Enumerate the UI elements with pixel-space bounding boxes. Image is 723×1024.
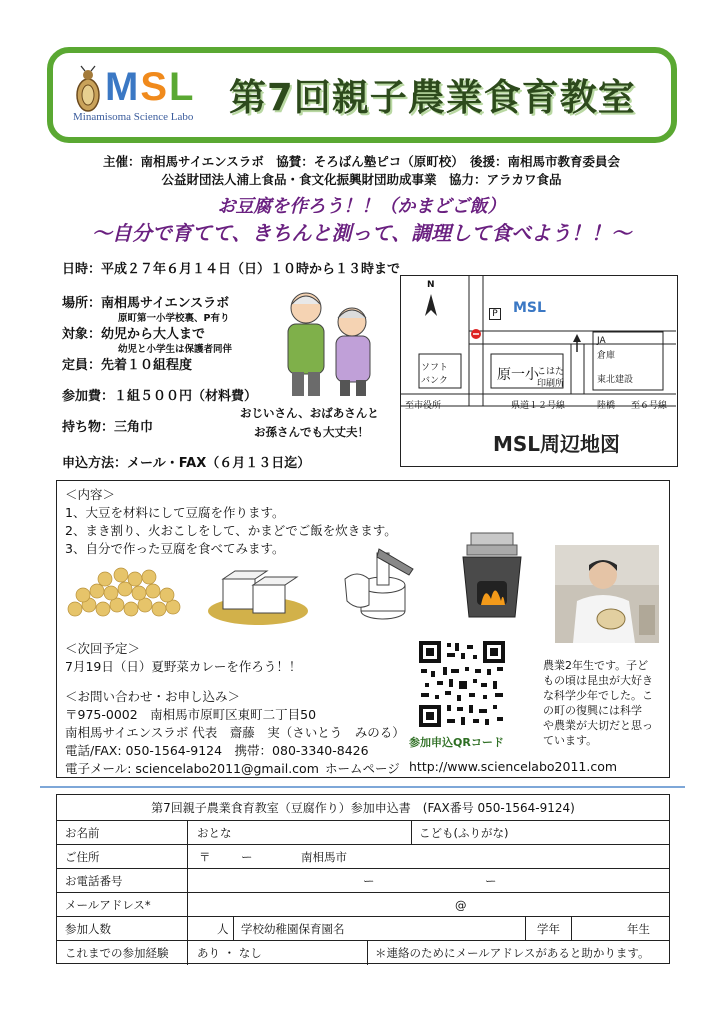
phone-dash-1[interactable]: ー — [363, 874, 375, 888]
logo-letter-m: M — [105, 65, 141, 109]
form-row-experience — [57, 941, 669, 965]
organizers-line-1: 主催：南相馬サイエンスラボ 協賛：そろばん塾ピコ（原町校） 後援：南相馬市教育委員会 — [102, 154, 620, 169]
contact-heading: ＜お問い合わせ・お申し込み＞ — [65, 689, 241, 704]
section-divider — [40, 786, 685, 788]
grandparents-illustration — [268, 286, 388, 398]
form-row-address — [57, 845, 669, 869]
application-form — [56, 794, 670, 964]
area-map — [400, 275, 678, 467]
kamado-stove-illustration — [455, 529, 529, 629]
form-row-phone — [57, 869, 669, 893]
address-label: ご住所 — [65, 850, 100, 864]
event-fee: 参加費：１組５００円（材料費） — [62, 389, 258, 404]
organizers-line-2: 公益財団法人浦上食品・食文化振興財団助成事業 協力：アラカワ食品 — [161, 172, 562, 187]
subtitle-line-2: 〜自分で育てて、きちんと測って、調理して食べよう！！〜 — [91, 221, 632, 245]
event-target-note: 幼児と小学生は保護者同伴 — [118, 344, 233, 355]
map-tohoku: 東北建設 — [597, 375, 634, 385]
event-datetime: 日時：平成２７年６月１４日（日）１０時から１３時まで — [62, 262, 401, 277]
profile-line-3: な科学少年でした。こ — [543, 689, 653, 702]
form-title: 第7回親子農業食育教室（豆腐作り）参加申込書 (FAX番号 050-1564-9124) — [57, 795, 669, 821]
child-label[interactable]: こども(ふりがな) — [419, 826, 509, 840]
person-unit[interactable]: 人 — [217, 922, 229, 936]
event-capacity: 定員：先着１０組程度 — [62, 358, 193, 373]
form-row-name — [57, 821, 669, 845]
map-school: 原一小 — [497, 367, 539, 383]
experience-options[interactable]: あり ・ なし — [197, 946, 262, 960]
subtitle-line-1: お豆腐を作ろう！！（かまどご飯） — [217, 196, 506, 217]
logo-letter-l: L — [169, 65, 196, 109]
snail-logo-icon — [71, 65, 105, 117]
next-event-heading: ＜次回予定＞ — [65, 641, 141, 656]
map-route12: 県道１２号線 — [511, 401, 566, 411]
school-label[interactable]: 学校幼稚園保育園名 — [241, 922, 345, 936]
email-note: ＊連絡のためにメールアドレスがあると助かります。 — [375, 946, 650, 960]
event-belongings: 持ち物：三角巾 — [62, 420, 154, 435]
map-kohata-2: 印刷所 — [537, 379, 565, 389]
map-kohata-1: こはた — [537, 367, 565, 377]
contact-email[interactable]: 電子メール: sciencelabo2011@gmail.com — [65, 761, 319, 776]
profile-line-5: や農業が大切だと思っ — [543, 719, 653, 732]
qr-caption: 参加申込QRコード — [409, 736, 504, 749]
content-section — [56, 480, 670, 778]
map-parking: P — [489, 308, 501, 320]
event-place-note: 原町第一小学校裏、P有り — [118, 313, 230, 324]
profile-line-6: ています。 — [543, 734, 598, 747]
map-ja-1: JA — [597, 336, 606, 346]
map-ja-2: 倉庫 — [597, 351, 616, 361]
grandparents-note-2: お孫さんでも大丈夫！ — [254, 425, 369, 439]
event-title: 第7回親子農業食育教室 — [229, 76, 636, 119]
grandparents-note-1: おじいさん、おばあさんと — [240, 406, 379, 420]
postal-dash: ー — [241, 850, 253, 864]
logo-text — [105, 65, 195, 109]
map-title: MSL周辺地図 — [493, 432, 621, 456]
email-at-mark[interactable]: @ — [455, 898, 467, 912]
header-banner — [47, 47, 677, 143]
map-route6: 至６号線 — [631, 401, 668, 411]
event-target: 対象：幼児から大人まで — [62, 327, 206, 342]
homepage-link[interactable]: http://www.sciencelabo2011.com — [409, 759, 618, 774]
soybeans-illustration — [65, 561, 193, 627]
grade-unit[interactable]: 年生 — [627, 922, 650, 936]
profile-line-1: 農業2年生です。子ど — [543, 659, 649, 672]
contact-representative: 南相馬サイエンスラボ 代表 齋藤 実（さいとう みのる） — [65, 725, 405, 740]
homepage-label: ホームページ — [325, 761, 400, 776]
profile-line-4: の町の復興には科学 — [543, 704, 642, 717]
content-heading: ＜内容＞ — [65, 487, 116, 502]
phone-label: お電話番号 — [65, 874, 123, 888]
tofu-illustration — [205, 561, 311, 627]
contact-phone: 電話/FAX: 050-1564-9124 携帯：080-3340-8426 — [65, 743, 369, 758]
email-label: メールアドレス* — [65, 898, 151, 912]
adult-label[interactable]: おとな — [197, 826, 232, 840]
map-rikkyo: 陸橋 — [597, 401, 616, 411]
experience-label: これまでの参加経験 — [65, 946, 169, 960]
count-label: 参加人数 — [65, 922, 111, 936]
next-event: 7月19日（日）夏野菜カレーを作ろう！！ — [65, 659, 302, 674]
profile-line-2: もの頃は昆虫が大好き — [543, 674, 653, 687]
map-city-hall: 至市役所 — [405, 401, 442, 411]
city-name[interactable]: 南相馬市 — [301, 850, 347, 864]
map-north: N — [427, 280, 435, 290]
representative-photo — [555, 545, 659, 643]
map-soft-bank-1: ソフト — [421, 363, 449, 373]
contact-address: 〒975-0002 南相馬市原町区東町二丁目50 — [65, 707, 317, 722]
map-msl: MSL — [513, 300, 546, 316]
phone-dash-2[interactable]: ー — [485, 874, 497, 888]
logo-letter-s: S — [140, 65, 170, 109]
logo-subtitle: Minamisoma Science Labo — [73, 111, 194, 123]
form-row-count — [57, 917, 669, 941]
content-item-3: 3、自分で作った豆腐を食べてみます。 — [65, 541, 285, 556]
event-apply-method: 申込方法：メール・FAX（６月１３日迄） — [62, 456, 311, 471]
content-item-1: 1、大豆を材料にして豆腐を作ります。 — [65, 505, 285, 520]
form-row-email — [57, 893, 669, 917]
event-place: 場所：南相馬サイエンスラボ — [62, 296, 230, 311]
qr-code — [417, 639, 507, 729]
wood-splitting-illustration — [339, 545, 425, 631]
content-item-2: 2、まき割り、火おこしをして、かまどでご飯を炊きます。 — [65, 523, 397, 538]
map-soft-bank-2: バンク — [421, 376, 448, 386]
name-label: お名前 — [65, 826, 100, 840]
grade-label: 学年 — [537, 922, 560, 936]
postal-mark[interactable]: 〒 — [199, 850, 211, 864]
